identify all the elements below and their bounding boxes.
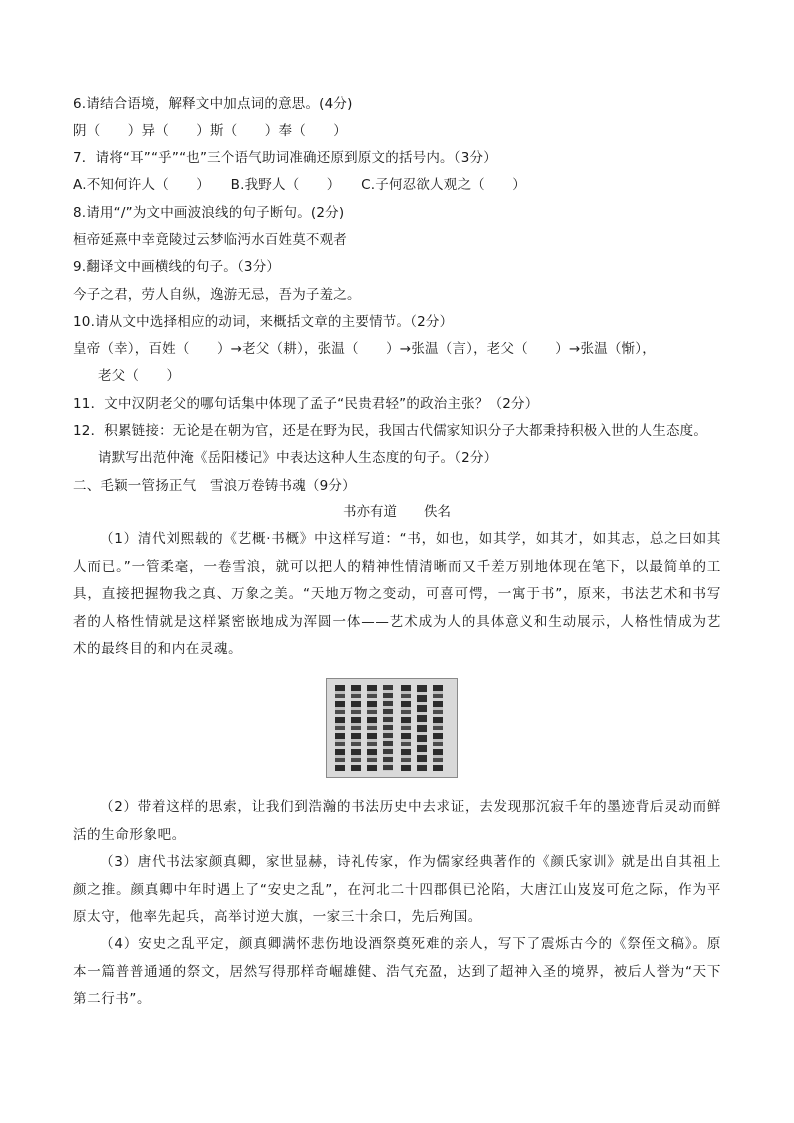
question-9-text: 今子之君，劳人自纵，逸游无忌，吾为子羞之。 xyxy=(73,287,361,303)
question-10-text: 皇帝（幸），百姓（ ）→老父（耕），张温（ ）→张温（言），老父（ ）→张温（惭）， xyxy=(73,341,656,357)
paragraph-2: （2）带着这样的思索，让我们到浩瀚的书法历史中去求证，去发现那沉寂千年的墨迹背后灵动而鲜活的生命形象吧。 xyxy=(73,799,721,843)
question-11: 11．文中汉阴老父的哪句话集中体现了孟子“民贵君轻”的政治主张？（2分） xyxy=(73,396,539,412)
question-8: 8.请用“/”为文中画波浪线的句子断句。(2分) xyxy=(73,205,345,221)
question-6: 6.请结合语境，解释文中加点词的意思。(4分) xyxy=(73,96,353,112)
question-6-blanks: 阴（ ）异（ ）斯（ ）奉（ ） xyxy=(73,123,347,139)
article-title: 书亦有道 佚名 xyxy=(343,504,451,520)
question-12-cont: 请默写出范仲淹《岳阳楼记》中表达这种人生态度的句子。（2分） xyxy=(98,450,498,466)
question-10-text-cont: 老父（ ） xyxy=(98,368,181,384)
question-7: 7．请将“耳”“乎”“也”三个语气助词准确还原到原文的括号内。（3分） xyxy=(73,150,497,166)
question-7-options: A.不知何许人（ ） B.我野人（ ） C.子何忍欲人观之（ ） xyxy=(73,177,526,193)
paragraph-1: （1）清代刘熙载的《艺概·书概》中这样写道：“书，如也，如其学，如其才，如其志，总之曰如其人而已。”一管柔毫，一卷雪浪，就可以把人的精神性情清晰而又千差万别地体现在笔下，以最简单的工具，直接把握物我之真、万象之美。“天地万物之变动，可喜可愕，一寓于书”，原来，书法艺术和书写者的人格性情就是这样紧密嵌地成为浑圆一体——艺术成为人的具体意义和生动展示，人格性情成为艺术的最终目的和内在灵魂。 xyxy=(73,531,721,657)
question-9: 9.翻译文中画横线的句子。（3分） xyxy=(73,259,281,275)
paragraph-4: （4）安史之乱平定，颜真卿满怀悲伤地设酒祭奠死难的亲人，写下了震烁古今的《祭侄文稿》。原本一篇普普通通的祭文，居然写得那样奇崛雄健、浩气充盈，达到了超神入圣的境界，被后人誉为“天下第二行书”。 xyxy=(73,936,721,1007)
paragraph-3: （3）唐代书法家颜真卿，家世显赫，诗礼传家，作为儒家经典著作的《颜氏家训》就是出自其祖上颜之推。颜真卿中年时遇上了“安史之乱”，在河北二十四郡俱已沦陷，大唐江山岌岌可危之际，作为平原太守，他率先起兵，高举讨逆大旗，一家三十余口，先后殉国。 xyxy=(73,854,721,925)
question-8-text: 桓帝延熹中幸竟陵过云梦临沔水百姓莫不观者 xyxy=(73,232,347,248)
calligraphy-image xyxy=(326,678,458,778)
question-10: 10.请从文中选择相应的动词，来概括文章的主要情节。（2分） xyxy=(73,314,454,330)
question-12: 12．积累链接：无论是在朝为官，还是在野为民，我国古代儒家知识分子大都秉持积极入世的人生态度。 xyxy=(73,423,708,439)
section-heading: 二、毛颖一管扬正气 雪浪万卷铸书魂（9分） xyxy=(73,478,356,494)
